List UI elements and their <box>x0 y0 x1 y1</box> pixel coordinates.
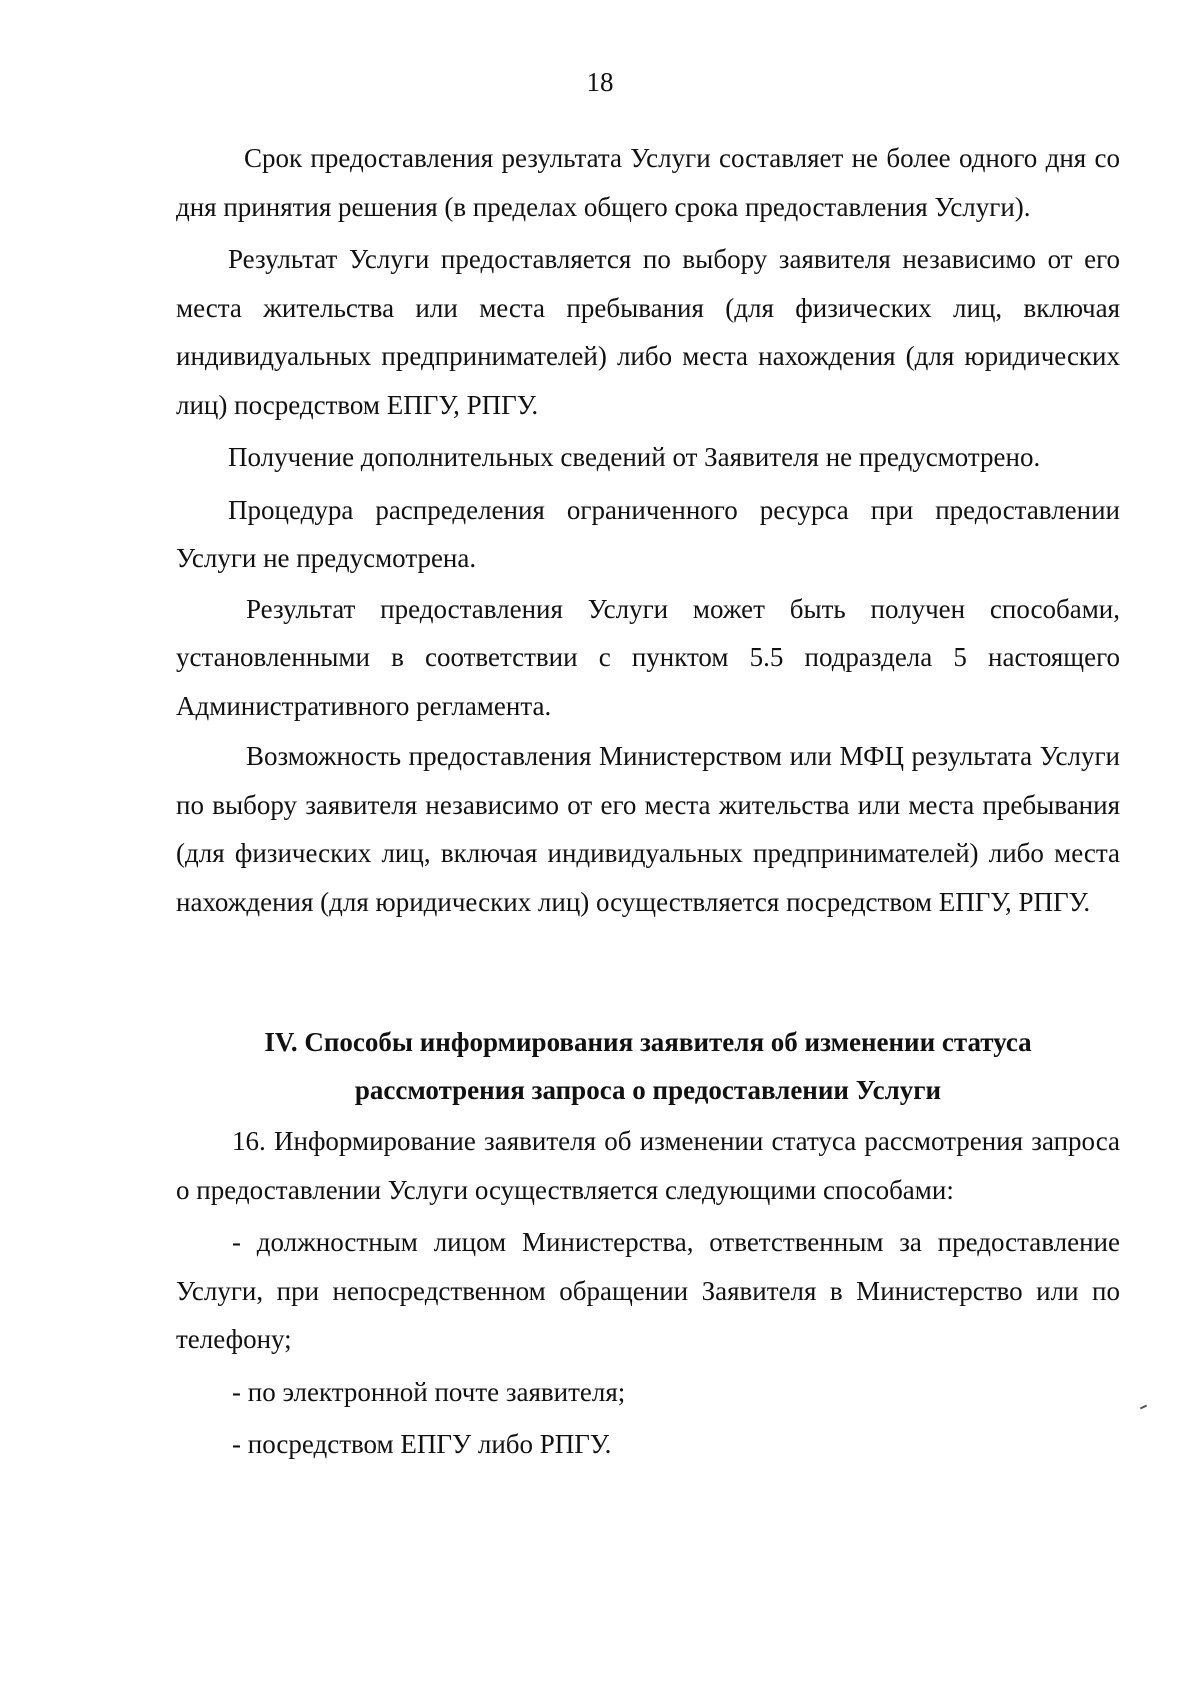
section-heading-line-2: рассмотрения запроса о предоставлении Услуги <box>354 1075 942 1105</box>
paragraph-result-possibility: Возможность предоставления Министерством или МФЦ результата Услуги по выбору заявителя независимо от его места жительства или места пребывания (для физических лиц, включая индивидуальных предпринимателей) либо места нахождения (для юридических лиц) осуществляется посредством ЕПГУ, РПГУ. <box>176 741 1120 917</box>
section-intro-paragraph: 16. Информирование заявителя об изменении статуса рассмотрения запроса о предоставлении Услуги осуществляется следующими способами: <box>176 1126 1120 1205</box>
paragraph-result-methods: Результат предоставления Услуги может быть получен способами, установленными в соответствии с пунктом 5.5 подраздела 5 настоящего Административного регламента. <box>176 593 1120 721</box>
page-number: 18 <box>586 67 614 97</box>
list-item-official: - должностным лицом Министерства, ответственным за предоставление Услуги, при непосредственном обращении Заявителя в Министерство или по телефону; <box>176 1227 1120 1354</box>
paragraph-result-term: Срок предоставления результата Услуги составляет не более одного дня со дня принятия решения (в пределах общего срока предоставления Услуги). <box>176 143 1120 222</box>
body-text <box>176 134 1120 926</box>
list-item-portal: - посредством ЕПГУ либо РПГУ. <box>232 1429 612 1459</box>
scan-speck <box>1140 1405 1147 1410</box>
section-body <box>176 1117 1120 1469</box>
list-item-email: - по электронной почте заявителя; <box>232 1376 626 1407</box>
section-heading <box>176 1018 1120 1114</box>
paragraph-result-delivery: Результат Услуги предоставляется по выбору заявителя независимо от его места жительства или места пребывания (для физических лиц, включая индивидуальных предпринимателей) либо места нахождения (для юридических лиц) посредством ЕПГУ, РПГУ. <box>176 244 1120 420</box>
paragraph-additional-info: Получение дополнительных сведений от Заявителя не предусмотрено. <box>228 442 1041 472</box>
section-heading-line-1: IV. Способы информирования заявителя об изменении статуса <box>264 1027 1032 1057</box>
paragraph-limited-resource: Процедура распределения ограниченного ресурса при предоставлении Услуги не предусмотрена. <box>176 494 1120 573</box>
